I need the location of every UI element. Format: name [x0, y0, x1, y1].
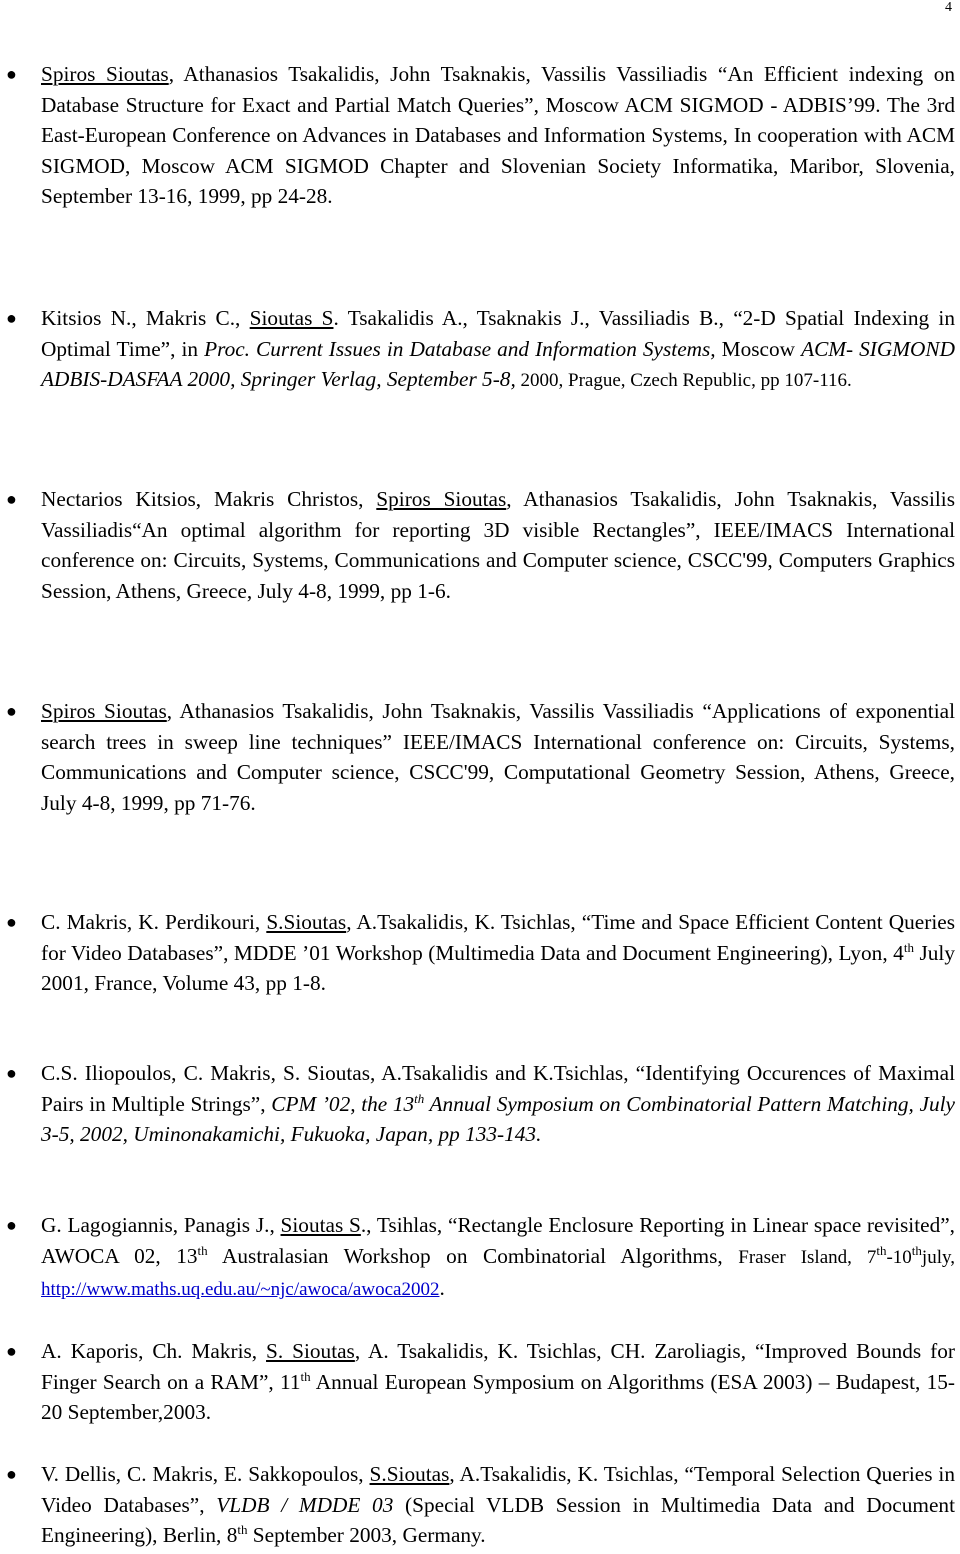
- reference-text: C.S. Iliopoulos, C. Makris, S. Sioutas, A.Tsakalidis and K.Tsichlas, “Identifying Occurences of Maximal Pairs in Multiple Strings”,: [41, 1061, 955, 1116]
- author-highlight: Sioutas S: [280, 1213, 361, 1237]
- author-highlight: S. Sioutas: [266, 1339, 355, 1363]
- reference-venue: Annual Symposium on Combinatorial Pattern Matching, July 3-5, 2002, Uminonakamichi, Fukuoka, Japan, pp 133-143.: [41, 1091, 955, 1146]
- bullet-icon: ●: [6, 1341, 17, 1361]
- author-highlight: Sioutas S: [249, 306, 334, 330]
- superscript: th: [414, 1090, 425, 1106]
- bullet-icon: ●: [6, 1063, 17, 1083]
- reference-venue: CPM ’02, the 13: [271, 1091, 415, 1116]
- reference-venue: VLDB / MDDE 03: [216, 1492, 394, 1517]
- bullet-icon: ●: [6, 1215, 17, 1235]
- page-number: 4: [945, 0, 952, 15]
- reference-item: [6, 1459, 955, 1551]
- reference-item: [6, 1058, 955, 1150]
- reference-text: . Tsakalidis A., Tsaknakis J., Vassiliadis B., “2-D Spatial Indexing in Optimal Time”, in: [41, 306, 955, 361]
- superscript: th: [237, 1521, 248, 1537]
- reference-text: .: [439, 1276, 445, 1300]
- reference-text: Annual European Symposium on Algorithms (ESA 2003) – Budapest, 15-20 September,2003.: [41, 1369, 955, 1424]
- reference-text: Nectarios Kitsios, Makris Christos,: [41, 487, 377, 511]
- reference-text: , A.Tsakalidis, K. Tsichlas, “Temporal Selection Queries in Video Databases”,: [41, 1462, 955, 1517]
- reference-text: ., Tsihlas, “Rectangle Enclosure Reporting in Linear space revisited”, AWOCA 02, 13: [41, 1213, 956, 1268]
- reference-text: , A. Tsakalidis, K. Tsichlas, CH. Zaroliagis, “Improved Bounds for Finger Search on a RAM”, 11: [41, 1339, 955, 1394]
- reference-text: Fraser Island, 7: [738, 1246, 877, 1268]
- bullet-icon: ●: [6, 489, 17, 509]
- reference-text: 2000, Prague, Czech Republic, pp 107-116.: [515, 370, 852, 391]
- reference-item: [6, 907, 955, 999]
- reference-text: September 2003, Germany.: [247, 1523, 486, 1547]
- bullet-icon: ●: [6, 912, 17, 932]
- reference-item: [6, 1336, 955, 1428]
- bullet-icon: ●: [6, 308, 17, 328]
- reference-text: Australasian Workshop on Combinatorial Algorithms,: [207, 1243, 739, 1268]
- reference-text: V. Dellis, C. Makris, E. Sakkopoulos,: [41, 1462, 370, 1486]
- reference-item: [6, 484, 955, 606]
- reference-text: , A.Tsakalidis, K. Tsichlas, “Time and Space Efficient Content Queries for Video Databases”, MDDE ’01 Workshop (Multimedia Data and Document Engineering), Lyon, 4: [41, 910, 955, 965]
- bullet-icon: ●: [6, 64, 17, 84]
- superscript: th: [911, 1242, 922, 1258]
- reference-text: Moscow: [715, 336, 802, 361]
- author-highlight: S.Sioutas: [369, 1462, 450, 1486]
- reference-text: , Athanasios Tsakalidis, John Tsaknakis, Vassilis Vassiliadis“An optimal algorithm for reporting 3D visible Rectangles”, IEEE/IMACS International conference on: Circuits, Systems, Communications and Computer science, CSCC'99, Computers Graphics Session, Athens, Greece, July 4-8, 1999, pp 1-6.: [41, 487, 955, 603]
- reference-venue: ACM- SIGMOND ADBIS-DASFAA 2000, Springer Verlag, September 5-8,: [41, 336, 955, 391]
- bullet-icon: ●: [6, 701, 17, 721]
- author-highlight: S.Sioutas: [266, 910, 347, 934]
- author-highlight: Spiros Sioutas: [41, 699, 167, 723]
- author-highlight: Spiros Sioutas: [41, 62, 169, 86]
- awoca-link[interactable]: http://www.maths.uq.edu.au/~njc/awoca/awoca2002: [41, 1279, 440, 1300]
- reference-text: C. Makris, K. Perdikouri,: [41, 910, 267, 934]
- reference-item: [6, 696, 955, 818]
- reference-text: july,: [921, 1246, 955, 1268]
- superscript: th: [876, 1242, 887, 1258]
- superscript: th: [903, 939, 914, 955]
- reference-text: G. Lagogiannis, Panagis J.,: [41, 1213, 281, 1237]
- reference-text: , Athanasios Tsakalidis, John Tsaknakis, Vassilis Vassiliadis “Applications of exponential search trees in sweep line techniques” IEEE/IMACS International conference on: Circuits, Systems, Communications and Computer science, CSCC'99, Computational Geometry Session, Athens, Greece, July 4-8, 1999, pp 71-76.: [41, 699, 955, 815]
- bullet-icon: ●: [6, 1464, 17, 1484]
- reference-text: Kitsios N., Makris C.,: [41, 306, 250, 330]
- reference-text: (Special VLDB Session in Multimedia Data and Document Engineering), Berlin, 8: [41, 1492, 955, 1547]
- superscript: th: [300, 1368, 311, 1384]
- author-highlight: Spiros Sioutas: [376, 487, 507, 511]
- reference-venue: Proc. Current Issues in Database and Information Systems,: [204, 336, 716, 361]
- reference-item: [6, 59, 955, 212]
- superscript: th: [197, 1242, 208, 1258]
- reference-text: , Athanasios Tsakalidis, John Tsaknakis, Vassilis Vassiliadis “An Efficient indexing on Database Structure for Exact and Partial Match Queries”, Moscow ACM SIGMOD - ADBIS’99. The 3rd East-European Conference on Advances in Databases and Information Systems, In cooperation with ACM SIGMOD, Moscow ACM SIGMOD Chapter and Slovenian Society Informatika, Maribor, Slovenia, September 13-16, 1999, pp 24-28.: [41, 62, 955, 208]
- reference-item: [6, 1210, 956, 1306]
- reference-item: [6, 303, 955, 397]
- reference-text: July 2001, France, Volume 43, pp 1-8.: [41, 940, 955, 995]
- reference-text: -10: [886, 1246, 912, 1268]
- reference-text: A. Kaporis, Ch. Makris,: [41, 1339, 267, 1363]
